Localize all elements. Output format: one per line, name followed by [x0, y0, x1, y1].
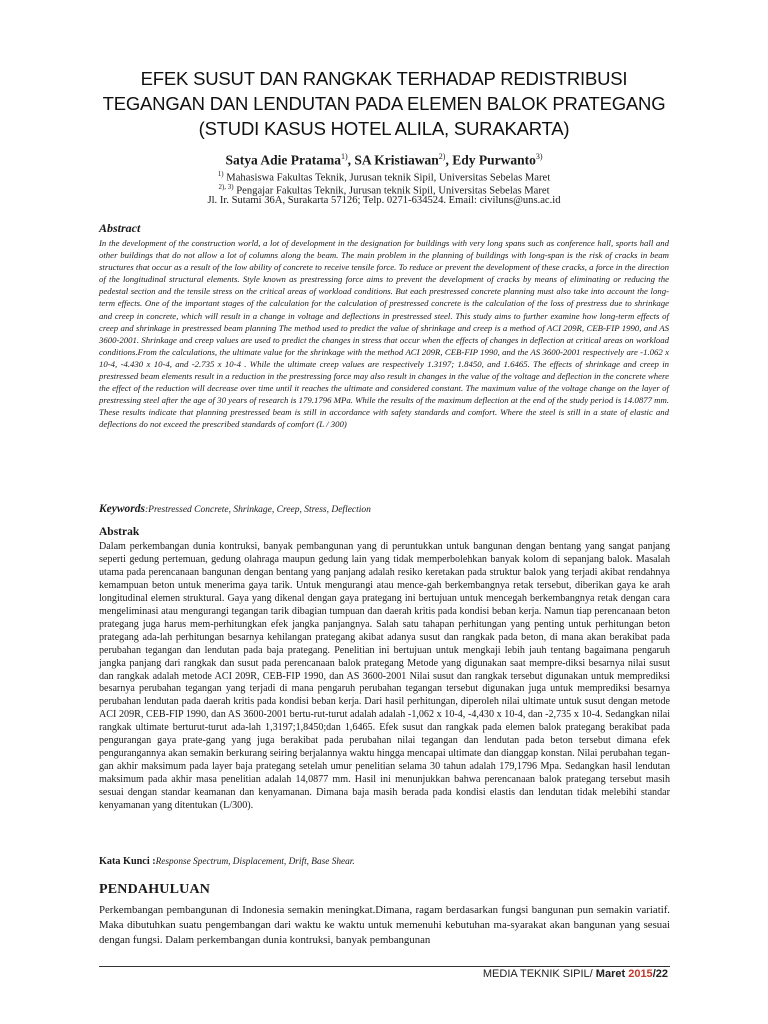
keywords-label: Keywords [99, 503, 145, 515]
page-number: 22 [655, 968, 668, 980]
keywords-value: :Prestressed Concrete, Shrinkage, Creep, Stress, Deflection [145, 505, 371, 515]
footer-slash: / [652, 968, 656, 980]
keywords-indonesian [99, 855, 669, 869]
abstrak-heading: Abstrak [99, 526, 140, 538]
author-1: Satya Adie Pratama [225, 152, 341, 168]
kata-kunci-label: Kata Kunci : [99, 856, 156, 867]
issue-month: Maret [592, 968, 629, 980]
affiliation-1-mark: 1) [217, 170, 224, 178]
section-heading-pendahuluan: PENDAHULUAN [99, 882, 211, 897]
abstract-heading: Abstract [99, 221, 141, 235]
author-separator: , [445, 152, 453, 168]
journal-name: MEDIA TEKNIK SIPIL/ [482, 968, 593, 980]
author-separator: , [347, 152, 355, 168]
issue-year: 2015 [628, 968, 653, 980]
intro-paragraph: Perkembangan pembangunan di Indonesia semakin meningkat.Dimana, ragam berdasarkan fungsi bangunan pun semakin variatif. Maka dibutuhkan suatu pengembangan dari waktu ke waktu untuk memenuhi kebutuhan ma-syarakat akan bangunan yang sesuai dengan fungsi. Dalam perkembangan dunia kontruksi, banyak pembangunan [99, 904, 670, 946]
keywords-english [99, 502, 669, 517]
page-footer [483, 968, 668, 980]
abstract-english: In the development of the construction world, a lot of development in the designation for buildings with very long spans such as conference hall, sports hall and other buildings that do not allow a lot of columns along the beam. The main problem in the planning of buildings with long-span is the risk of cracks in beam structures that occur as a result of the low ability of concrete to receive tensile force. To reduce or prevent the development of these cracks, a force in the direction of the longitudinal structural elements. Style known as prestressing force aims to prevent the development of cracks by means of eliminating or reducing the pedestal section and the tensile stress on the critical areas of workload conditions. But each prestressed concrete planning must also take into account the long-term effects. One of the important stages of the calculation for the calculation of prestressed concrete is the calculation of the loss of prestress due to shrinkage and creep in concrete, which will result in a change in voltage and deflections in prestressed steel. This study aims to further examine how long-term effects of creep and shrinkage in prestressed beam planning The method used to predict the value of shrinkage and creep is a method of ACI 209R, CEB-FIP 1990, and AS 3600-2001. Shrinkage and creep values are used to predict the changes in stress that occur when the effects of changes in deflection at critical areas on workload conditions.From the calculations, the ultimate value for the shrinkage with the method ACI 209R, CEB-FIP 1990, and the AS 3600-2001 respectively are -1.062 x 10-4, -4.430 x 10-4, and -2.735 x 10-4 . While the ultimate creep values are respectively 1.3197; 1.8450, and 1.6465. The effects of shrinkage and creep in prestressed beam elements result in a reduction in the prestressing force may also result in changes in the value of the voltage and deflection in the concrete where the effect of the reduction will decrease over time until it reaches the ultimate and considered constant. The maximum value of the voltage change on the layer of prestressing steel after the age of 30 years of research is 179.1796 MPa. While the results of the maximum deflection at the end of the study period is 14.0877 mm. These results indicate that planning prestressed beam is still in accordance with safety standards and comfort. Where the steel is still in a state of elastic and deflections do not exceed the prescribed standards of comfort (L / 300) [99, 238, 669, 430]
affiliation-2-text: Pengajar Fakultas Teknik, Jurusan teknik Sipil, Universitas Sebelas Maret [233, 185, 550, 197]
address-line: Jl. Ir. Sutami 36A, Surakarta 57126; Telp. 0271-634524. Email: civiluns@uns.ac.id [207, 195, 561, 206]
author-1-affil: 1) [340, 152, 348, 161]
kata-kunci-value: Response Spectrum, Displacement, Drift, Base Shear. [155, 857, 355, 867]
abstract-indonesian: Dalam perkembangan dunia kontruksi, banyak pembangunan yang di peruntukkan untuk bangunan dengan bentang yang sangat panjang seperti gedung pertemuan, gedung olahraga maupun gedung lain yang tidak memperbolehkan banyak kolom di sepanjang balok. Masalah utama pada perencanaan bangunan dengan bentang yang panjang adalah resiko keretakan pada struktur balok yang terjadi akibat rendahnya kemampuan beton untuk menerima gaya tarik. Untuk mengurangi atau mence-gah berkembangnya retak tersebut, diberikan gaya ke arah longitudinal elemen struktural. Gaya yang dikenal dengan gaya prategang ini bertujuan untuk mencegah berkembangnya retak dengan cara mengeliminasi atau mengurangi tegangan tarik dibagian tumpuan dan daerah kritis pada kondisi beban kerja. Namun tiap perencanaan beton prategang juga harus mem-perhitungkan efek jangka panjangnya. Salah satu tahapan perhitungan yang penting untuk perhitungan beton prategang ada-lah perhitungan besarnya kehilangan prategang akibat adanya susut dan rangkak pada beton, di mana akan berakibat pada perubahan tegangan dan lendutan pada baja prategang. Penelitian ini bertujuan untuk mengkaji lebih jauh tentang bagaimana pengaruh jangka panjang dari rangkak dan susut pada perencanaan balok prategang Metode yang digunakan saat mempre-diksi besarnya nilai susut dan rangkak adalah metode ACI 209R, CEB-FIP 1990, dan AS 3600-2001 Nilai susut dan rangkak tersebut digunakan untuk memprediksi besarnya perubahan tegangan yang terjadi di mana pengaruh perubahan tegangan tersebut digunakan juga untuk memprediksi besarnya perubahan lendutan pada daerah kritis pada kondisi beban kerja. Dari hasil perhitungan, diperoleh nilai ultimate untuk susut dengan metode ACI 209R, CEB-FIP 1990, dan AS 3600-2001 bertu-rut-turut adalah adalah -1,062 x 10-4, -4,430 x 10-4, dan -2,735 x 10-4. Sedangkan nilai rangkak ultimate berturut-turut ada-lah 1,3197;1,8450;dan 1,6465. Efek susut dan rangkak pada elemen balok prategang berakibat pada pengurangan gaya prate-gang yang juga berakibat pada perubahan nilai tegangan dan lendutan pada beton tersebut dimana efek pengurangannya akan semakin berkurang seiring berjalannya waktu hingga mencapai ultimate dan dianggap konstan. Nilai perubahan tegan-gan akhir maksimum pada layer baja prategang setelah umur penelitian selama 30 tahun adalah 179,1796 Mpa. Sedangkan hasil lendutan maksimum pada akhir masa penelitian adalah 14,0877 mm. Hasil ini menunjukkan bahwa perencanaan balok prategang tersebut masih sesuai dengan standar keamanan dan kenyamanan. Dimana baja masih berada pada kondisi elastis dan lendutan tidak melebihi standar kenyamanan yang ditentukan (L/300). [99, 541, 670, 812]
paper-title: EFEK SUSUT DAN RANGKAK TERHADAP REDISTRIBUSI TEGANGAN DAN LENDUTAN PADA ELEMEN BALOK PRATEGANG (STUDI KASUS HOTEL ALILA, SURAKARTA) [102, 68, 666, 139]
affiliation-2-mark: 2), 3) [218, 183, 234, 191]
footer-divider [99, 966, 670, 967]
author-3-affil: 3) [535, 152, 543, 161]
author-2: SA Kristiawan [354, 152, 439, 168]
author-3: Edy Purwanto [452, 152, 536, 168]
affiliation-1-text: Mahasiswa Fakultas Teknik, Jurusan teknik Sipil, Universitas Sebelas Maret [223, 172, 551, 184]
author-2-affil: 2) [438, 152, 446, 161]
